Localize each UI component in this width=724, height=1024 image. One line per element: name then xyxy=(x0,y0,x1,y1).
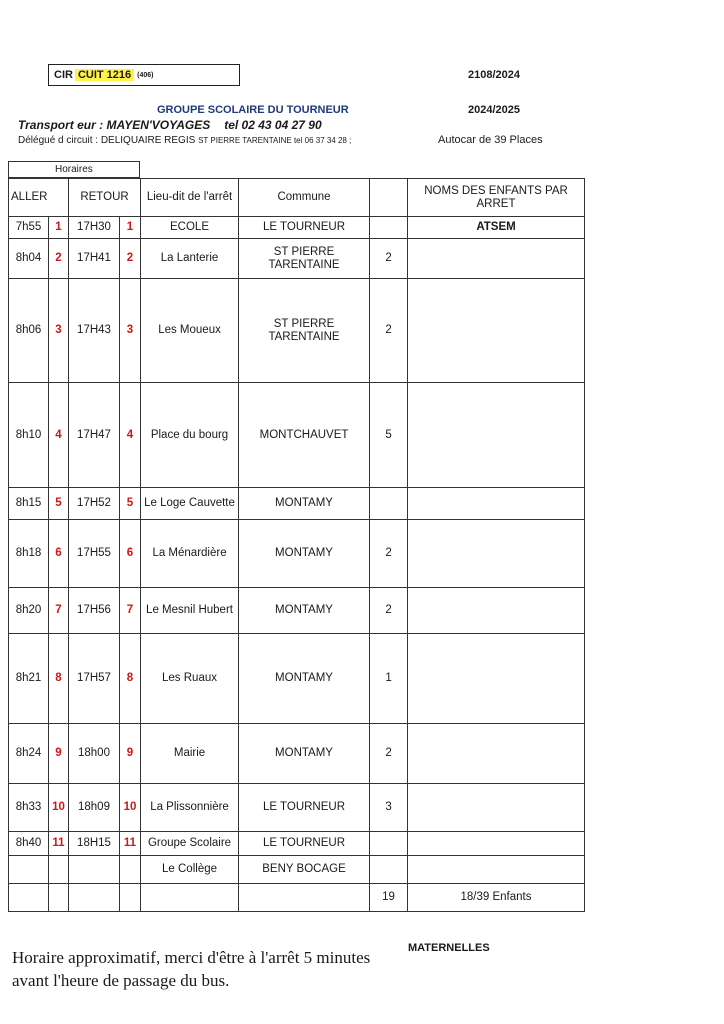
retour-stop-number: 4 xyxy=(120,383,141,488)
aller-stop-number: 7 xyxy=(49,588,69,634)
retour-stop-number: 6 xyxy=(120,520,141,588)
children-names xyxy=(408,279,585,383)
commune-name: LE TOURNEUR xyxy=(239,832,370,856)
children-count xyxy=(370,488,408,520)
children-names: ATSEM xyxy=(408,217,585,239)
retour-stop-number: 7 xyxy=(120,588,141,634)
children-count: 3 xyxy=(370,784,408,832)
children-count: 2 xyxy=(370,239,408,279)
delegate-detail: ST PIERRE TARENTAINE tel 06 37 34 28 ; xyxy=(198,136,352,145)
commune-name: MONTAMY xyxy=(239,520,370,588)
aller-stop-number: 6 xyxy=(49,520,69,588)
children-names xyxy=(408,239,585,279)
children-count: 2 xyxy=(370,588,408,634)
total-row xyxy=(9,884,585,912)
table-row xyxy=(9,724,585,784)
retour-stop-number: 10 xyxy=(120,784,141,832)
aller-stop-number: 3 xyxy=(49,279,69,383)
document-date: 2108/2024 xyxy=(468,69,520,81)
table-row xyxy=(9,588,585,634)
delegate-line xyxy=(18,135,351,146)
children-count: 5 xyxy=(370,383,408,488)
schedule-table xyxy=(8,178,585,912)
aller-time: 8h21 xyxy=(9,634,49,724)
school-name: GROUPE SCOLAIRE DU TOURNEUR xyxy=(157,104,349,116)
children-names xyxy=(408,832,585,856)
col-retour: RETOUR xyxy=(69,179,141,217)
stop-name: Les Moueux xyxy=(141,279,239,383)
commune-name: ST PIERRE TARENTAINE xyxy=(239,239,370,279)
children-count: 1 xyxy=(370,634,408,724)
table-row xyxy=(9,856,585,884)
table-row xyxy=(9,239,585,279)
retour-stop-number: 9 xyxy=(120,724,141,784)
retour-time: 17H41 xyxy=(69,239,120,279)
children-names xyxy=(408,784,585,832)
stop-name: La Lanterie xyxy=(141,239,239,279)
table-row xyxy=(9,279,585,383)
stop-name: Mairie xyxy=(141,724,239,784)
aller-time: 8h20 xyxy=(9,588,49,634)
total-count: 19 xyxy=(370,884,408,912)
retour-time: 17H47 xyxy=(69,383,120,488)
retour-time: 17H30 xyxy=(69,217,120,239)
table-row xyxy=(9,634,585,724)
table-row xyxy=(9,520,585,588)
aller-stop-number xyxy=(49,856,69,884)
aller-time: 7h55 xyxy=(9,217,49,239)
stop-name: Place du bourg xyxy=(141,383,239,488)
stop-name: Le Collège xyxy=(141,856,239,884)
commune-name: ST PIERRE TARENTAINE xyxy=(239,279,370,383)
transporter-name: Transport eur : MAYEN'VOYAGES xyxy=(18,118,211,132)
category-label: MATERNELLES xyxy=(408,942,490,954)
retour-time: 17H55 xyxy=(69,520,120,588)
stop-name: La Ménardière xyxy=(141,520,239,588)
aller-stop-number: 1 xyxy=(49,217,69,239)
col-names: NOMS DES ENFANTS PAR ARRET xyxy=(408,179,585,217)
retour-time: 18h00 xyxy=(69,724,120,784)
retour-time: 17H43 xyxy=(69,279,120,383)
stop-name: La Plissonnière xyxy=(141,784,239,832)
children-names xyxy=(408,383,585,488)
horaires-group-header: Horaires xyxy=(8,161,140,178)
total-children: 18/39 Enfants xyxy=(408,884,585,912)
aller-time: 8h06 xyxy=(9,279,49,383)
aller-time: 8h10 xyxy=(9,383,49,488)
table-row xyxy=(9,217,585,239)
bus-capacity: Autocar de 39 Places xyxy=(438,134,543,146)
aller-stop-number: 9 xyxy=(49,724,69,784)
commune-name: MONTAMY xyxy=(239,634,370,724)
children-count: 2 xyxy=(370,279,408,383)
col-commune: Commune xyxy=(239,179,370,217)
aller-stop-number: 4 xyxy=(49,383,69,488)
retour-time: 17H56 xyxy=(69,588,120,634)
transporter-line xyxy=(18,118,322,132)
circuit-number: CUIT 1216 xyxy=(75,69,134,81)
stop-name: Les Ruaux xyxy=(141,634,239,724)
aller-stop-number: 10 xyxy=(49,784,69,832)
school-year: 2024/2025 xyxy=(468,104,520,116)
retour-time: 17H52 xyxy=(69,488,120,520)
col-aller: ALLER xyxy=(9,179,69,217)
children-names xyxy=(408,724,585,784)
commune-name: MONTCHAUVET xyxy=(239,383,370,488)
children-count: 2 xyxy=(370,520,408,588)
aller-time: 8h15 xyxy=(9,488,49,520)
table-header-row xyxy=(9,179,585,217)
circuit-code: (406) xyxy=(137,71,154,79)
children-names xyxy=(408,520,585,588)
retour-time: 18h09 xyxy=(69,784,120,832)
aller-stop-number: 5 xyxy=(49,488,69,520)
col-stop: Lieu-dit de l'arrêt xyxy=(141,179,239,217)
children-count: 2 xyxy=(370,724,408,784)
aller-stop-number: 11 xyxy=(49,832,69,856)
aller-time: 8h40 xyxy=(9,832,49,856)
children-count xyxy=(370,832,408,856)
children-names xyxy=(408,634,585,724)
aller-time xyxy=(9,856,49,884)
children-names xyxy=(408,488,585,520)
stop-name: Le Loge Cauvette xyxy=(141,488,239,520)
retour-stop-number: 11 xyxy=(120,832,141,856)
children-names xyxy=(408,856,585,884)
aller-time: 8h24 xyxy=(9,724,49,784)
aller-time: 8h33 xyxy=(9,784,49,832)
table-row xyxy=(9,383,585,488)
stop-name: ECOLE xyxy=(141,217,239,239)
children-names xyxy=(408,588,585,634)
stop-name: Groupe Scolaire xyxy=(141,832,239,856)
retour-stop-number: 2 xyxy=(120,239,141,279)
table-row xyxy=(9,488,585,520)
stop-name: Le Mesnil Hubert xyxy=(141,588,239,634)
retour-stop-number: 1 xyxy=(120,217,141,239)
circuit-box xyxy=(48,64,240,86)
commune-name: MONTAMY xyxy=(239,488,370,520)
circuit-prefix: CIR xyxy=(54,69,73,81)
retour-time xyxy=(69,856,120,884)
aller-stop-number: 8 xyxy=(49,634,69,724)
retour-stop-number: 8 xyxy=(120,634,141,724)
aller-stop-number: 2 xyxy=(49,239,69,279)
commune-name: LE TOURNEUR xyxy=(239,217,370,239)
timing-note: Horaire approximatif, merci d'être à l'arrêt 5 minutes avant l'heure de passage du bus. xyxy=(12,948,371,990)
commune-name: MONTAMY xyxy=(239,724,370,784)
commune-name: LE TOURNEUR xyxy=(239,784,370,832)
commune-name: BENY BOCAGE xyxy=(239,856,370,884)
table-row xyxy=(9,784,585,832)
children-count xyxy=(370,217,408,239)
children-count xyxy=(370,856,408,884)
retour-stop-number: 5 xyxy=(120,488,141,520)
col-count xyxy=(370,179,408,217)
aller-time: 8h04 xyxy=(9,239,49,279)
transporter-tel: tel 02 43 04 27 90 xyxy=(224,118,322,132)
retour-stop-number: 3 xyxy=(120,279,141,383)
commune-name: MONTAMY xyxy=(239,588,370,634)
retour-stop-number xyxy=(120,856,141,884)
retour-time: 18H15 xyxy=(69,832,120,856)
aller-time: 8h18 xyxy=(9,520,49,588)
delegate-name: Délégué d circuit : DELIQUAIRE REGIS xyxy=(18,135,196,146)
table-row xyxy=(9,832,585,856)
retour-time: 17H57 xyxy=(69,634,120,724)
